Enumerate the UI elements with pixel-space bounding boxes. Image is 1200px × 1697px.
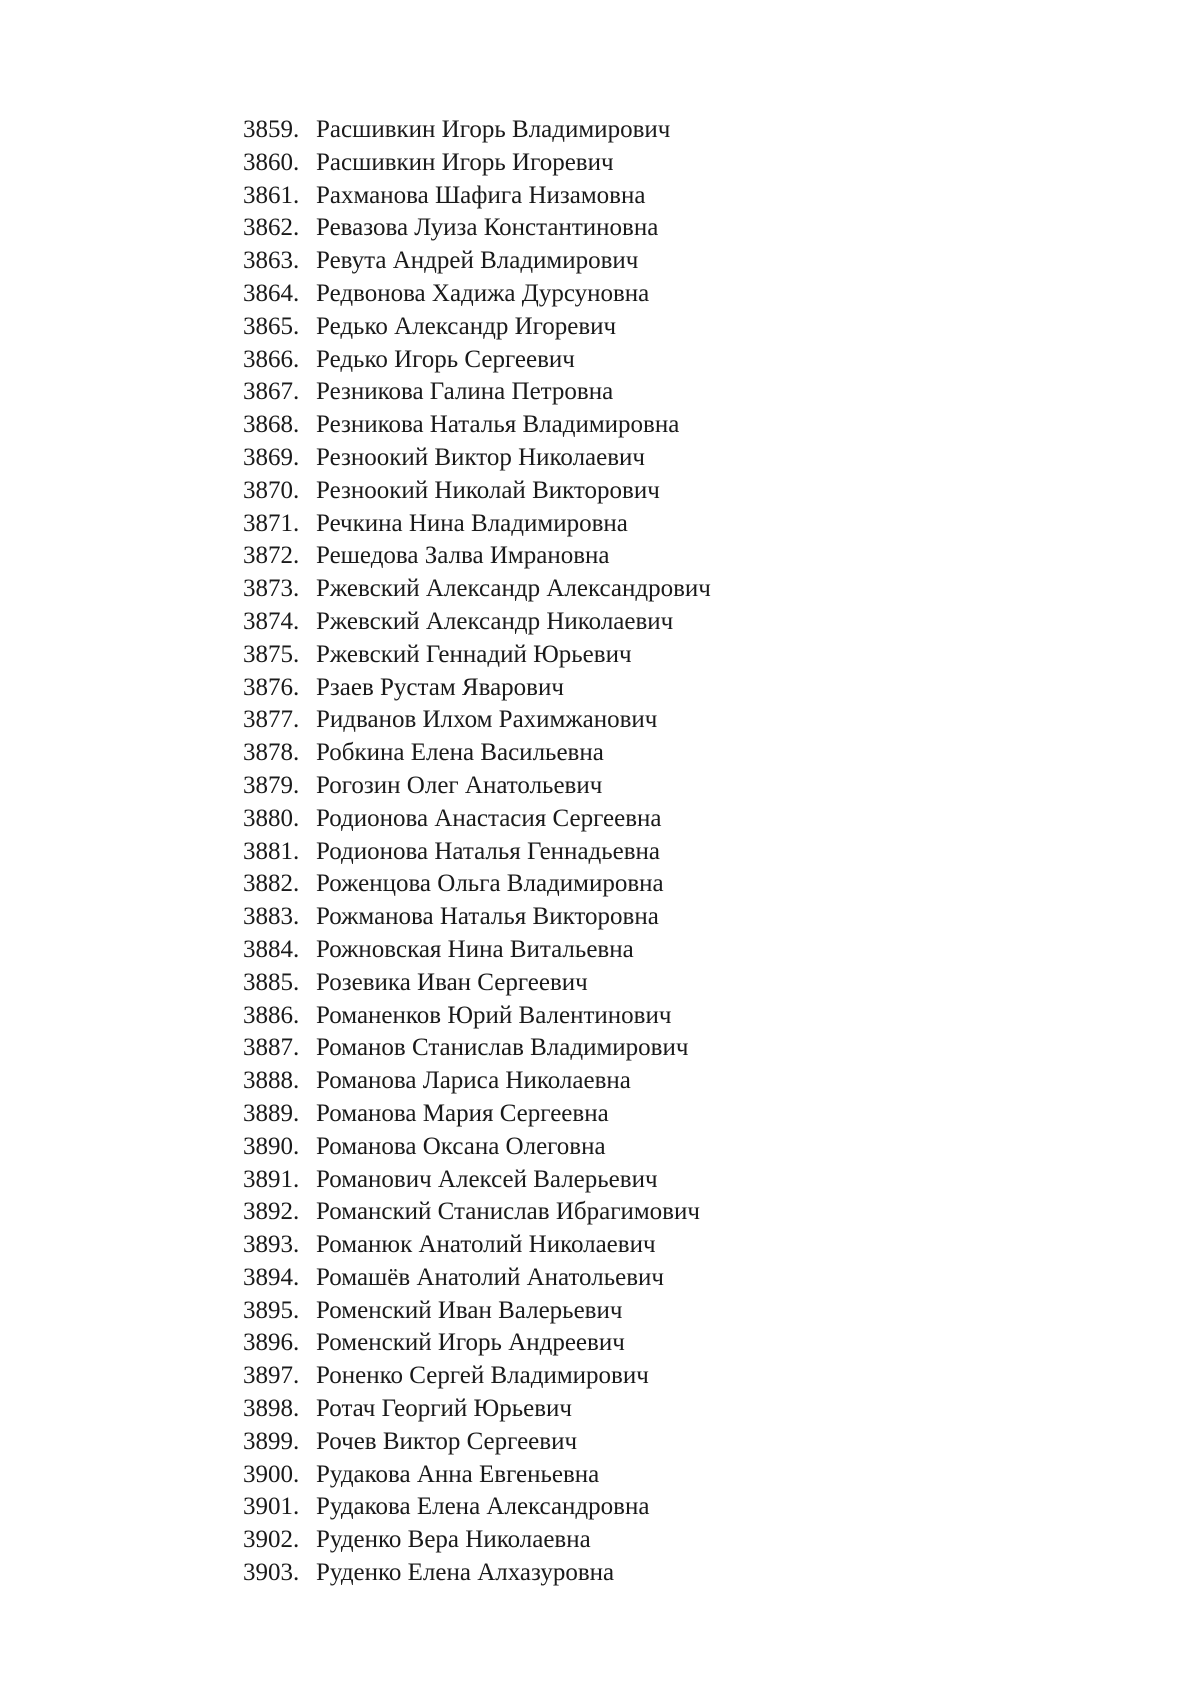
entry-name: Романович Алексей Валерьевич — [316, 1165, 658, 1193]
list-item — [243, 1393, 711, 1426]
list-item — [243, 475, 711, 508]
entry-name: Решедова Залва Имрановна — [316, 542, 610, 570]
entry-name: Ревазова Луиза Константиновна — [316, 214, 659, 242]
entry-number: 3863. — [243, 247, 300, 275]
entry-name: Рахманова Шафига Низамовна — [316, 181, 646, 209]
entry-name: Руденко Елена Алхазуровна — [316, 1559, 615, 1587]
entry-number: 3889. — [243, 1099, 300, 1127]
entry-name: Романова Мария Сергеевна — [316, 1099, 609, 1127]
entry-number: 3862. — [243, 214, 300, 242]
list-item — [243, 967, 711, 1000]
list-item — [243, 1459, 711, 1492]
entry-number: 3901. — [243, 1493, 300, 1521]
list-item — [243, 212, 711, 245]
list-item — [243, 344, 711, 377]
list-item — [243, 180, 711, 213]
list-item — [243, 1262, 711, 1295]
entry-number: 3871. — [243, 509, 300, 537]
entry-number: 3874. — [243, 607, 300, 635]
entry-number: 3860. — [243, 148, 300, 176]
list-item — [243, 1098, 711, 1131]
entry-name: Родионова Анастасия Сергеевна — [316, 804, 662, 832]
entry-name: Романов Станислав Владимирович — [316, 1034, 689, 1062]
list-item — [243, 540, 711, 573]
list-item — [243, 1065, 711, 1098]
entry-name: Романенков Юрий Валентинович — [316, 1001, 672, 1029]
entry-number: 3864. — [243, 279, 300, 307]
list-item — [243, 442, 711, 475]
entry-number: 3895. — [243, 1296, 300, 1324]
entry-name: Расшивкин Игорь Игоревич — [316, 148, 614, 176]
entry-number: 3875. — [243, 640, 300, 668]
entry-number: 3878. — [243, 739, 300, 767]
list-item — [243, 1196, 711, 1229]
entry-number: 3902. — [243, 1526, 300, 1554]
list-item — [243, 508, 711, 541]
entry-name: Рожманова Наталья Викторовна — [316, 903, 659, 931]
list-item — [243, 803, 711, 836]
list-item — [243, 1131, 711, 1164]
list-item — [243, 1426, 711, 1459]
entry-number: 3899. — [243, 1427, 300, 1455]
entry-name: Рзаев Рустам Яварович — [316, 673, 564, 701]
list-item — [243, 1032, 711, 1065]
entry-number: 3884. — [243, 935, 300, 963]
entry-number: 3879. — [243, 771, 300, 799]
entry-name: Романский Станислав Ибрагимович — [316, 1198, 700, 1226]
entry-number: 3868. — [243, 411, 300, 439]
list-item — [243, 1360, 711, 1393]
list-item — [243, 704, 711, 737]
list-item — [243, 836, 711, 869]
list-item — [243, 376, 711, 409]
entry-name: Рудакова Елена Александровна — [316, 1493, 650, 1521]
entry-name: Рогозин Олег Анатольевич — [316, 771, 603, 799]
entry-number: 3888. — [243, 1067, 300, 1095]
entry-name: Резноокий Николай Викторович — [316, 476, 660, 504]
entry-name: Резноокий Виктор Николаевич — [316, 443, 646, 471]
entry-name: Романова Лариса Николаевна — [316, 1067, 631, 1095]
entry-number: 3865. — [243, 312, 300, 340]
entry-number: 3861. — [243, 181, 300, 209]
entry-name: Рудакова Анна Евгеньевна — [316, 1460, 600, 1488]
entry-number: 3873. — [243, 575, 300, 603]
list-item — [243, 934, 711, 967]
list-item — [243, 1000, 711, 1033]
entry-name: Робкина Елена Васильевна — [316, 739, 604, 767]
entry-name: Речкина Нина Владимировна — [316, 509, 628, 537]
entry-name: Ржевский Геннадий Юрьевич — [316, 640, 632, 668]
entry-name: Роменский Игорь Андреевич — [316, 1329, 625, 1357]
entry-name: Ржевский Александр Александрович — [316, 575, 711, 603]
entry-number: 3881. — [243, 837, 300, 865]
list-item — [243, 147, 711, 180]
entry-number: 3893. — [243, 1231, 300, 1259]
list-item — [243, 672, 711, 705]
entry-name: Редько Игорь Сергеевич — [316, 345, 575, 373]
list-item — [243, 1557, 711, 1590]
entry-name: Расшивкин Игорь Владимирович — [316, 116, 671, 143]
list-item — [243, 901, 711, 934]
entry-name: Роменский Иван Валерьевич — [316, 1296, 623, 1324]
entry-name: Ревута Андрей Владимирович — [316, 247, 639, 275]
entry-number: 3900. — [243, 1460, 300, 1488]
entry-number: 3870. — [243, 476, 300, 504]
list-item — [243, 245, 711, 278]
entry-number: 3896. — [243, 1329, 300, 1357]
list-item — [243, 770, 711, 803]
entry-name: Резникова Галина Петровна — [316, 378, 614, 406]
entry-number: 3886. — [243, 1001, 300, 1029]
entry-name: Редвонова Хадижа Дурсуновна — [316, 279, 650, 307]
entry-name: Романюк Анатолий Николаевич — [316, 1231, 656, 1259]
list-item — [243, 868, 711, 901]
list-item — [243, 114, 711, 147]
entry-number: 3867. — [243, 378, 300, 406]
entry-number: 3894. — [243, 1263, 300, 1291]
entry-name: Редько Александр Игоревич — [316, 312, 617, 340]
entry-name: Розевика Иван Сергеевич — [316, 968, 588, 996]
entry-number: 3859. — [243, 116, 300, 143]
list-item — [243, 1327, 711, 1360]
entry-number: 3876. — [243, 673, 300, 701]
entry-name: Роженцова Ольга Владимировна — [316, 870, 664, 898]
entry-number: 3866. — [243, 345, 300, 373]
entry-name: Ридванов Илхом Рахимжанович — [316, 706, 658, 734]
list-item — [243, 311, 711, 344]
entry-name: Родионова Наталья Геннадьевна — [316, 837, 661, 865]
entry-number: 3882. — [243, 870, 300, 898]
entry-name: Ржевский Александр Николаевич — [316, 607, 674, 635]
list-item — [243, 606, 711, 639]
entry-number: 3880. — [243, 804, 300, 832]
entry-name: Романова Оксана Олеговна — [316, 1132, 606, 1160]
entry-number: 3890. — [243, 1132, 300, 1160]
entry-name: Ротач Георгий Юрьевич — [316, 1395, 572, 1423]
entry-name: Руденко Вера Николаевна — [316, 1526, 591, 1554]
list-item — [243, 278, 711, 311]
entry-number: 3903. — [243, 1559, 300, 1587]
list-item — [243, 1229, 711, 1262]
entry-number: 3877. — [243, 706, 300, 734]
entry-name: Ромашёв Анатолий Анатольевич — [316, 1263, 664, 1291]
list-item — [243, 1295, 711, 1328]
entry-number: 3891. — [243, 1165, 300, 1193]
list-item — [243, 573, 711, 606]
entry-number: 3892. — [243, 1198, 300, 1226]
entry-number: 3869. — [243, 443, 300, 471]
list-item — [243, 639, 711, 672]
entry-number: 3887. — [243, 1034, 300, 1062]
list-item — [243, 409, 711, 442]
list-item — [243, 1164, 711, 1197]
list-item — [243, 737, 711, 770]
entry-number: 3897. — [243, 1362, 300, 1390]
entry-name: Резникова Наталья Владимировна — [316, 411, 680, 439]
entry-number: 3885. — [243, 968, 300, 996]
entry-number: 3898. — [243, 1395, 300, 1423]
entry-number: 3883. — [243, 903, 300, 931]
list-item — [243, 1491, 711, 1524]
entry-name: Рожновская Нина Витальевна — [316, 935, 634, 963]
list-item — [243, 1524, 711, 1557]
entry-name: Рочев Виктор Сергеевич — [316, 1427, 578, 1455]
name-list — [243, 114, 711, 1590]
entry-number: 3872. — [243, 542, 300, 570]
entry-name: Роненко Сергей Владимирович — [316, 1362, 649, 1390]
